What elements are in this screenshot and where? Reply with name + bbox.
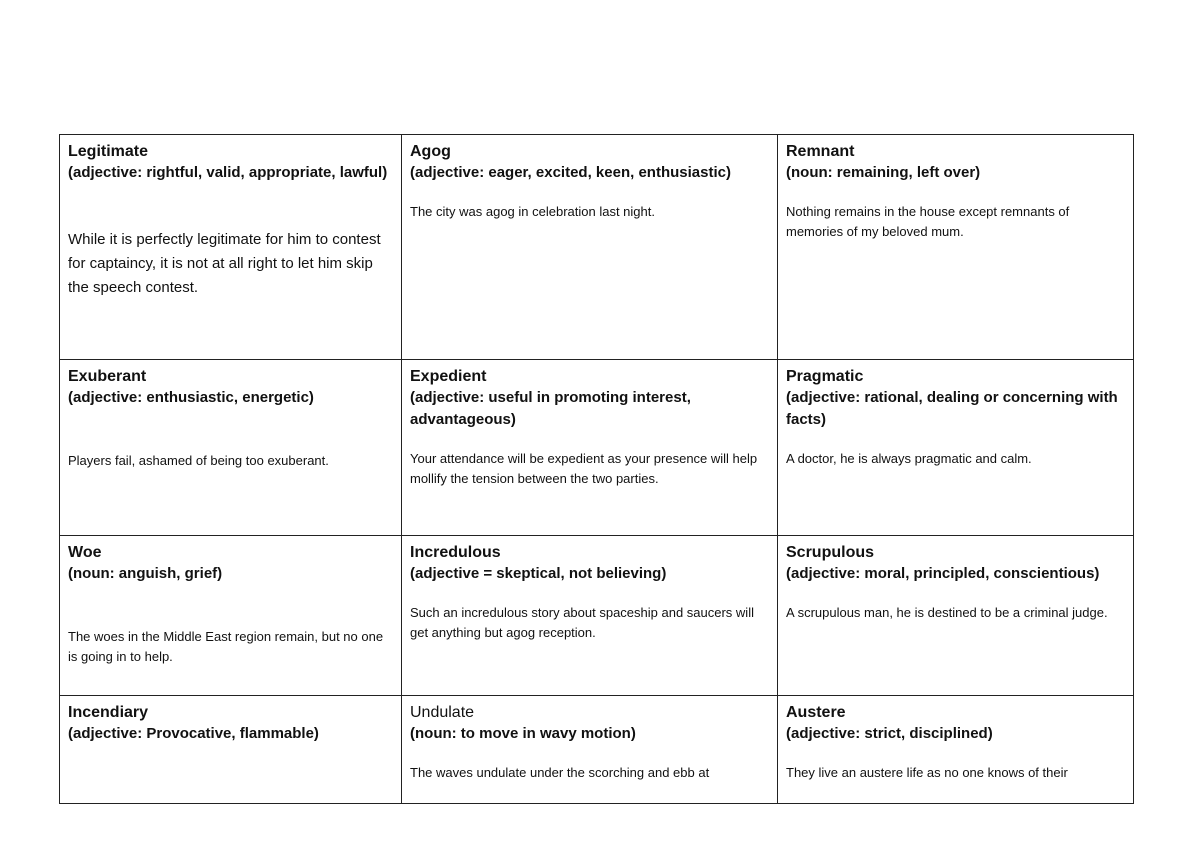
vocab-definition: (adjective: enthusiastic, energetic) (68, 389, 314, 406)
vocab-definition: (adjective: Provocative, flammable) (68, 725, 319, 742)
table-row (60, 536, 1134, 696)
vocab-cell-incredulous (402, 536, 778, 696)
vocab-example: The woes in the Middle East region remain, but no one is going in to help. (68, 629, 384, 664)
vocab-definition: (adjective: rightful, valid, appropriate, lawful) (68, 164, 388, 181)
vocab-cell-expedient (402, 360, 778, 536)
vocab-word: Remnant (786, 143, 855, 160)
vocab-example: Such an incredulous story about spaceship and saucers will get anything but agog reception. (410, 605, 754, 640)
table-row (60, 135, 1134, 360)
vocab-word: Pragmatic (786, 368, 864, 385)
vocab-cell-pragmatic (778, 360, 1134, 536)
vocab-word: Exuberant (68, 368, 147, 385)
vocab-example: While it is perfectly legitimate for him to contest for captaincy, it is not at all right to let him skip the speech contest. (68, 231, 381, 296)
vocab-definition: (adjective: useful in promoting interest, advantageous) (410, 389, 691, 428)
vocab-definition: (noun: remaining, left over) (786, 164, 981, 181)
table-row (60, 696, 1134, 804)
vocab-word: Scrupulous (786, 544, 875, 561)
vocab-word: Incendiary (68, 704, 149, 721)
vocab-example: The city was agog in celebration last night. (410, 204, 655, 219)
vocab-definition: (adjective: moral, principled, conscientious) (786, 565, 1100, 582)
vocab-word: Incredulous (410, 544, 501, 561)
vocab-word: Undulate (410, 704, 475, 721)
vocab-definition: (adjective: eager, excited, keen, enthusiastic) (410, 164, 731, 181)
vocab-cell-exuberant (60, 360, 402, 536)
vocab-definition: (adjective = skeptical, not believing) (410, 565, 667, 582)
vocab-definition: (noun: to move in wavy motion) (410, 725, 636, 742)
vocab-example: A doctor, he is always pragmatic and calm. (786, 451, 1032, 466)
vocab-example: Nothing remains in the house except remnants of memories of my beloved mum. (786, 204, 1070, 239)
vocab-cell-austere (778, 696, 1134, 804)
vocab-example: A scrupulous man, he is destined to be a criminal judge. (786, 605, 1108, 620)
vocab-example: They live an austere life as no one knows of their (786, 765, 1068, 780)
vocab-word: Expedient (410, 368, 487, 385)
vocabulary-table (59, 134, 1134, 804)
vocab-definition: (adjective: rational, dealing or concerning with facts) (786, 389, 1118, 428)
vocab-example: Your attendance will be expedient as your presence will help mollify the tension between the two parties. (410, 451, 758, 486)
vocab-definition: (adjective: strict, disciplined) (786, 725, 993, 742)
vocab-cell-remnant (778, 135, 1134, 360)
vocab-word: Legitimate (68, 143, 149, 160)
vocab-example: The waves undulate under the scorching and ebb at (410, 765, 710, 780)
vocab-cell-legitimate (60, 135, 402, 360)
vocab-cell-scrupulous (778, 536, 1134, 696)
vocab-cell-undulate (402, 696, 778, 804)
table-row (60, 360, 1134, 536)
vocab-definition: (noun: anguish, grief) (68, 565, 223, 582)
vocab-cell-incendiary (60, 696, 402, 804)
vocab-cell-agog (402, 135, 778, 360)
vocab-word: Agog (410, 143, 451, 160)
vocab-word: Austere (786, 704, 846, 721)
vocab-word: Woe (68, 544, 102, 561)
vocab-example: Players fail, ashamed of being too exuberant. (68, 453, 329, 468)
vocab-cell-woe (60, 536, 402, 696)
